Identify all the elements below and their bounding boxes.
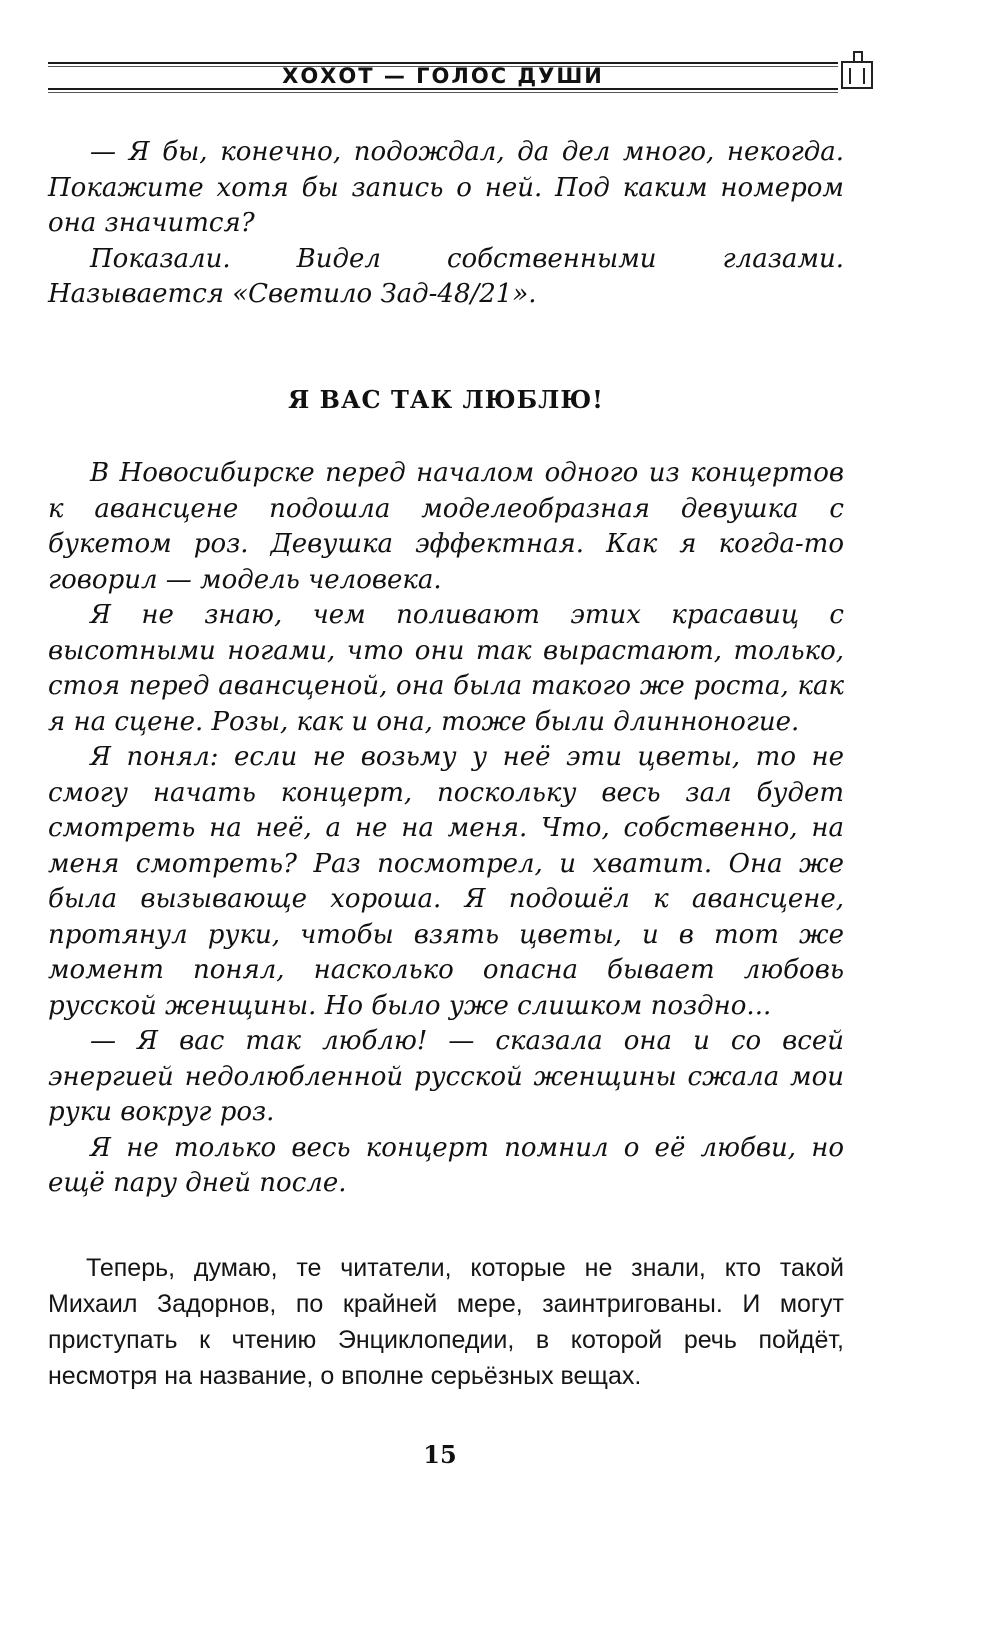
intro-paragraph: Показали. Видел собственными глазами. Называется «Светило Зад-48/21».	[48, 243, 844, 309]
closing-paragraph: Теперь, думаю, те читатели, которые не знали, кто такой Михаил Задорнов, по крайней мере, заинтригованы. И могут приступать к чтению Энциклопедии, в которой речь пойдёт, несмотря на название, о вполне серьёзных вещах.	[48, 1254, 844, 1390]
section-heading: Я ВАС ТАК ЛЮБЛЮ!	[288, 385, 604, 414]
intro-text	[48, 135, 844, 313]
intro-paragraph: — Я бы, конечно, подождал, да дел много, некогда. Покажите хотя бы запись о ней. Под каким номером она значится?	[48, 137, 844, 238]
header-rule-bottom	[48, 88, 838, 90]
running-title: ХОХОТ — ГОЛОС ДУШИ	[282, 64, 604, 88]
section-paragraph: В Новосибирске перед началом одного из концертов к авансцене подошла моделеобразная девушка с букетом роз. Девушка эффектная. Как я когда-то говорил — модель человека.	[48, 458, 844, 595]
section-paragraph: Я не знаю, чем поливают этих красавиц с высотными ногами, что они так вырастают, только, стоя перед авансценой, она была такого же роста, как я на сцене. Розы, как и она, тоже были длинноногие.	[48, 600, 844, 737]
page-number: 15	[423, 1440, 457, 1469]
section-body	[48, 456, 844, 1202]
section-paragraph: Я не только весь концерт помнил о её любви, но ещё пару дней после.	[48, 1132, 844, 1198]
closing-text	[48, 1250, 844, 1394]
header-ornament-icon	[820, 50, 876, 96]
running-header	[48, 50, 848, 96]
section-paragraph: Я понял: если не возьму у неё эти цветы, то не смогу начать концерт, поскольку весь зал будет смотреть на неё, а не на меня. Что, собственно, на меня смотреть? Раз посмотрел, и хватит. Она же была вызывающе хороша. Я подошёл к авансцене, протянул руки, чтобы взять цветы, и в тот же момент понял, насколько опасна бывает любовь русской женщины. Но было уже слишком поздно...	[48, 742, 844, 1021]
header-rule-bottom-thin	[48, 92, 838, 93]
section-paragraph: — Я вас так люблю! — сказала она и со всей энергией недолюбленной русской женщины сжала мои руки вокруг роз.	[48, 1026, 844, 1127]
